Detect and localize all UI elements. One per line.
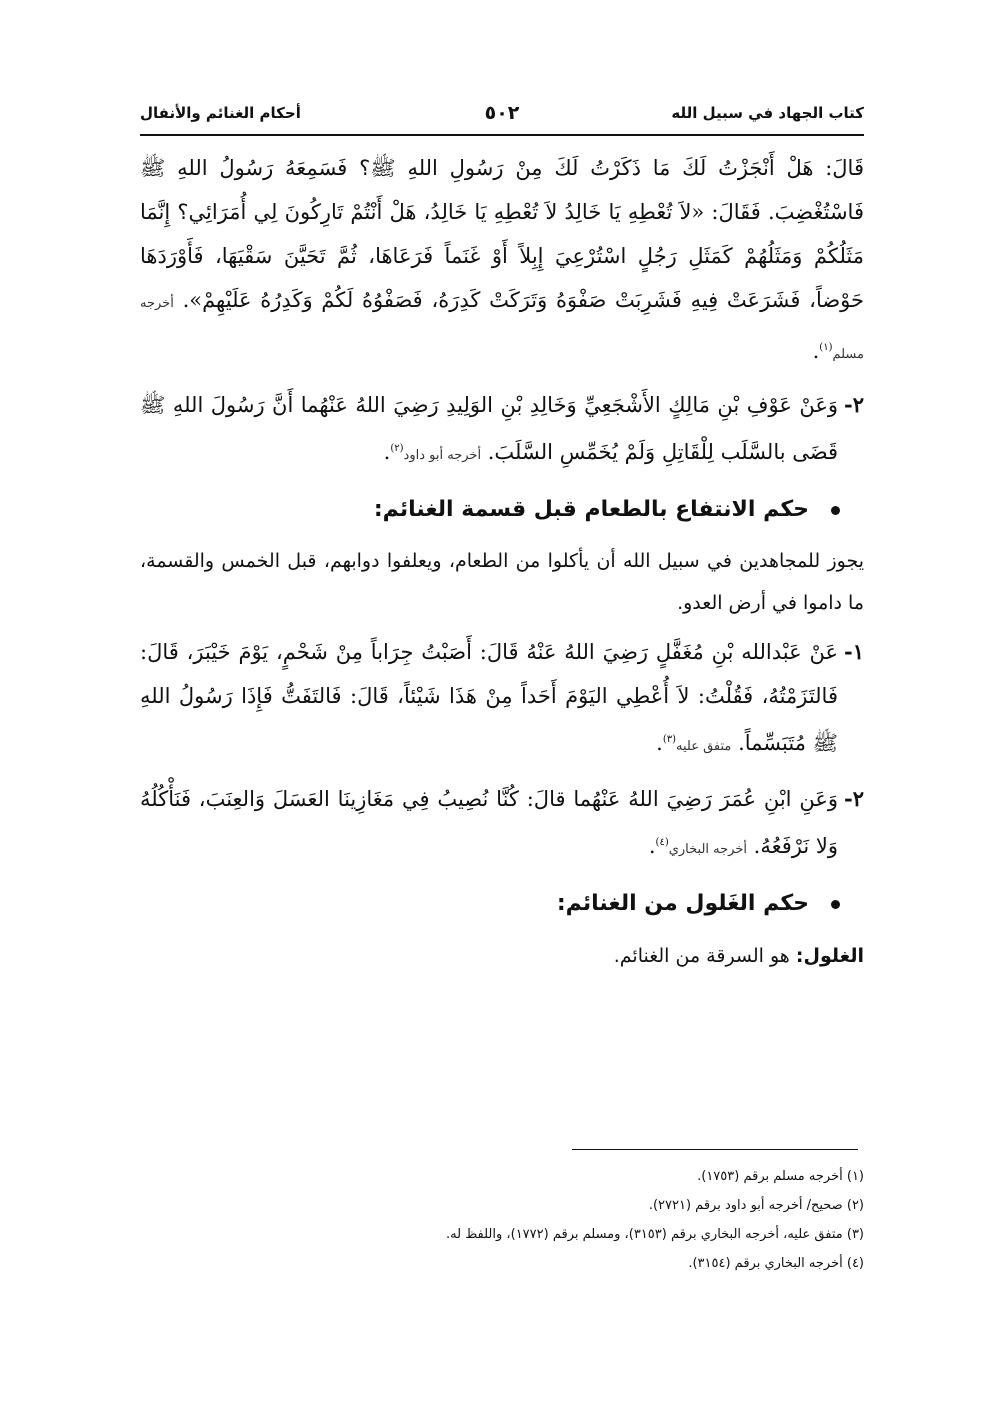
- top-paragraph-text: قَالَ: هَلْ أَنْجَزْتُ لَكَ مَا ذَكَرْتُ لَكَ مِنْ رَسُولِ اللهِ ﷺ؟ فَسَمِعَهُ رَسُولُ اللهِ ﷺ فَاسْتُغْضِبَ. فَقَالَ: «لاَ تُعْطِهِ يَا خَالِدُ لاَ تُعْطِهِ يَا خَالِدُ، هَلْ أَنْتُمْ تَارِكُونَ لِي أُمَرَائِي؟ إِنَّمَا مَثَلُكُمْ وَمَثَلُهُمْ كَمَثَلِ رَجُلٍ اسْتُرْعِيَ إِبِلاً أَوْ غَنَماً فَرَعَاهَا، ثُمَّ تَحَيَّنَ سَقْيَهَا، فَأَوْرَدَهَا حَوْضاً، فَشَرَعَتْ فِيهِ فَشَرِبَتْ صَفْوَهُ وَتَرَكَتْ كَدِرَهُ، فَصَفْوُهُ لَكُمْ وَكَدِرُهُ عَلَيْهِمْ».: [140, 156, 865, 312]
- hadith-2b-text: وَعَنِ ابْنِ عُمَرَ رَضِيَ اللهُ عَنْهُما قالَ: كُنَّا نُصِيبُ فِي مَغَازِينَا العَسَلَ وَالعِنَبَ، فَنَأْكُلُهُ وَلا نَرْفَعُهُ.: [140, 787, 838, 858]
- hadith-2a-number: ٢-: [844, 392, 864, 417]
- bullet-icon: [831, 900, 840, 909]
- footnote-4: (٤) أخرجه البخاري برقم (٣١٥٤).: [688, 1256, 864, 1271]
- page-header: [140, 96, 864, 130]
- footnote-ref-2: (٢): [390, 443, 404, 454]
- hadith-2b: ٢- وَعَنِ ابْنِ عُمَرَ رَضِيَ اللهُ عَنْهُما قالَ: كُنَّا نُصِيبُ فِي مَغَازِينَا العَسَلَ وَالعِنَبَ، فَنَأْكُلُهُ وَلا نَرْفَعُهُ. أخرجه البخاري$^{(٤)}$.: [140, 777, 864, 872]
- footnote-2: (٢) صحيح/ أخرجه أبو داود برقم (٢٧٢١).: [648, 1198, 864, 1213]
- chapter-title: أحكام الغنائم والأنفال: [140, 104, 301, 122]
- hadith-1: ١- عَنْ عَبْدالله بْنِ مُغَفَّلٍ رَضِيَ اللهُ عَنْهُ قَالَ: أَصَبْتُ جِرَاباً مِنْ شَحْمٍ، يَوْمَ خَيْبَرَ، قَالَ: فَالتَزَمْتُهُ، فَقُلْتُ: لاَ أُعْطِي اليَوْمَ أَحَداً مِنْ هَذَا شَيْئاً، قَالَ: فَالتَفَتُّ فَإِذَا رَسُولُ اللهِ ﷺ مُتَبَسِّماً. متفق عليه$^{(٣)}$.: [140, 630, 864, 769]
- bullet-icon: [831, 506, 840, 515]
- footnote-ref-1: (١): [819, 342, 833, 353]
- section-heading-food: حكم الانتفاع بالطعام قبل قسمة الغنائم:: [140, 488, 864, 532]
- hadith-2a-text: وَعَنْ عَوْفِ بْنِ مَالِكٍ الأَشْجَعِيِّ وَخَالِدِ بْنِ الوَلِيدِ رَضِيَ اللهُ عَنْهُما أَنَّ رَسُولَ اللهِ ﷺ قَضَى بالسَّلَب لِلْقَاتِلِ وَلَمْ يُخَمِّسِ السَّلَبَ.: [140, 393, 838, 464]
- page-number: ٥٠٢: [484, 102, 520, 124]
- hadith-1-source: متفق عليه: [676, 739, 732, 754]
- footnote-3: (٣) متفق عليه، أخرجه البخاري برقم (٣١٥٣)، ومسلم برقم (١٧٧٢)، واللفظ له.: [446, 1227, 864, 1242]
- footnote-1: (١) أخرجه مسلم برقم (١٧٥٣).: [697, 1169, 864, 1184]
- section-heading-ghulul: حكم الغَلول من الغنائم:: [140, 882, 864, 926]
- book-title: كتاب الجهاد في سبيل الله: [671, 104, 864, 122]
- ghulul-term: الغلول:: [795, 945, 864, 967]
- page-body: [140, 146, 864, 978]
- header-rule: [140, 134, 864, 136]
- top-paragraph-source: أخرجه مسلم: [140, 296, 864, 362]
- hadith-2a: ٢- وَعَنْ عَوْفِ بْنِ مَالِكٍ الأَشْجَعِيِّ وَخَالِدِ بْنِ الوَلِيدِ رَضِيَ اللهُ عَنْهُما أَنَّ رَسُولَ اللهِ ﷺ قَضَى بالسَّلَب لِلْقَاتِلِ وَلَمْ يُخَمِّسِ السَّلَبَ. أخرجه أبو داود$^{(٢)}$.: [140, 383, 864, 478]
- footnotes: [140, 1162, 864, 1278]
- hadith-2b-source: أخرجه البخاري: [668, 842, 747, 857]
- footnote-ref-3: (٣): [662, 734, 676, 745]
- top-paragraph: قَالَ: هَلْ أَنْجَزْتُ لَكَ مَا ذَكَرْتُ لَكَ مِنْ رَسُولِ اللهِ ﷺ؟ فَسَمِعَهُ رَسُولُ اللهِ ﷺ فَاسْتُغْضِبَ. فَقَالَ: «لاَ تُعْطِهِ يَا خَالِدُ لاَ تُعْطِهِ يَا خَالِدُ، هَلْ أَنْتُمْ تَارِكُونَ لِي أُمَرَائِي؟ إِنَّمَا مَثَلُكُمْ وَمَثَلُهُمْ كَمَثَلِ رَجُلٍ اسْتُرْعِيَ إِبِلاً أَوْ غَنَماً فَرَعَاهَا، ثُمَّ تَحَيَّنَ سَقْيَهَا، فَأَوْرَدَهَا حَوْضاً، فَشَرَعَتْ فِيهِ فَشَرِبَتْ صَفْوَهُ وَتَرَكَتْ كَدِرَهُ، فَصَفْوُهُ لَكُمْ وَكَدِرُهُ عَلَيْهِمْ». أخرجه مسلم$^{(١)}$.: [140, 156, 865, 363]
- ghulul-definition: [140, 934, 864, 978]
- hadith-1-number: ١-: [844, 639, 864, 664]
- section-food-body: يجوز للمجاهدين في سبيل الله أن يأكلوا من الطعام، ويعلفوا دوابهم، قبل الخمس والقسمة، ما داموا في أرض العدو.: [140, 550, 864, 614]
- hadith-2a-source: أخرجه أبو داود: [403, 448, 482, 463]
- hadith-2b-number: ٢-: [844, 786, 864, 811]
- ghulul-definition-text: هو السرقة من الغنائم.: [613, 945, 790, 967]
- footnote-rule: [572, 1149, 858, 1150]
- footnote-ref-4: (٤): [655, 837, 669, 848]
- hadith-1-text: عَنْ عَبْدالله بْنِ مُغَفَّلٍ رَضِيَ اللهُ عَنْهُ قَالَ: أَصَبْتُ جِرَاباً مِنْ شَحْمٍ، يَوْمَ خَيْبَرَ، قَالَ: فَالتَزَمْتُهُ، فَقُلْتُ: لاَ أُعْطِي اليَوْمَ أَحَداً مِنْ هَذَا شَيْئاً، قَالَ: فَالتَفَتُّ فَإِذَا رَسُولُ اللهِ ﷺ مُتَبَسِّماً.: [140, 640, 838, 755]
